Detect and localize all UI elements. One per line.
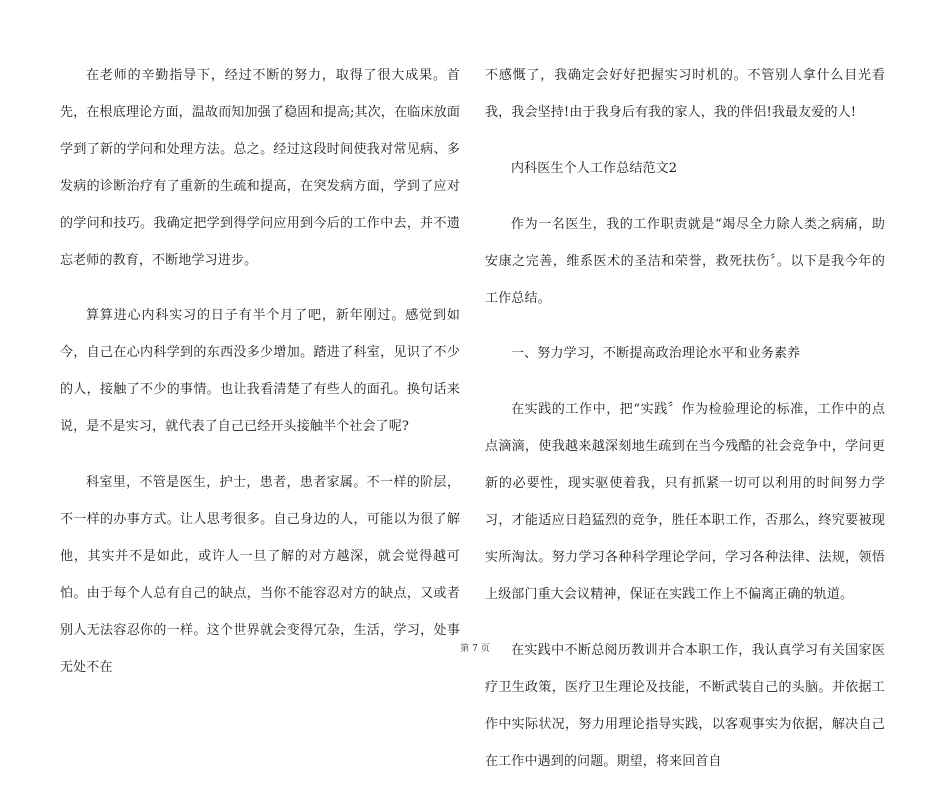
section-title: 内科医生个人工作总结范文2 (511, 160, 678, 176)
paragraph: 科室里，不管是医生，护士，患者，患者家属。不一样的阶层，不一样的办事方式。让人思考很多。自己身边的人，可能以为很了解他，其实并不是如此，或许人一旦了解的对方越深，就会觉得越可怕。由于每个人总有自己的缺点，当你不能容忍对方的缺点，又或者别人无法容忍你的一样。这个世界就会变得冗杂，生活，学习，处事无处不在 (60, 475, 460, 675)
section-heading: 一、努力学习，不断提高政治理论水平和业务素养 (511, 346, 801, 362)
page-number: 第 7 页 (460, 644, 490, 654)
paragraph: 作为一名医生，我的工作职责就是“竭尽全力除人类之病痛，助安康之完善，维系医术的圣洁和荣誉，救死扶伤〞。以下是我今年的工作总结。 (485, 216, 885, 306)
continuation-paragraph: 不感慨了，我确定会好好把握实习时机的。不管别人拿什么目光看我，我会坚持!由于我身后有我的家人，我的伴侣!我最友爱的人! (485, 68, 885, 120)
paragraph: 在老师的辛勤指导下，经过不断的努力，取得了很大成果。首先，在根底理论方面，温故而知加强了稳固和提高;其次，在临床放面学到了新的学问和处理方法。总之。经过这段时间使我对常见病、多发病的诊断治疗有了重新的生疏和提高，在突发病方面，学到了应对的学问和技巧。我确定把学到得学问应用到今后的工作中去，并不遗忘老师的教育，不断地学习进步。 (60, 68, 460, 268)
right-column (485, 58, 885, 799)
paragraph: 在实践中不断总阅历教训并合本职工作，我认真学习有关国家医疗卫生政策，医疗卫生理论及技能，不断武装自己的头脑。并依据工作中实际状况，努力用理论指导实践，以客观事实为依据，解决自己在工作中遇到的问题。期望，将来回首自 (485, 642, 885, 769)
paragraph: 在实践的工作中，把“实践〞作为检验理论的标准，工作中的点点滴滴，使我越来越深刻地生疏到在当今残酷的社会竞争中，学问更新的必要性，现实驱使着我，只有抓紧一切可以利用的时间努力学习，才能适应日趋猛烈的竞争，胜任本职工作，否那么，终究要被现实所淘汰。努力学习各种科学理论学问，学习各种法律、法规，领悟上级部门重大会议精神，保证在实践工作上不偏离正确的轨道。 (485, 402, 885, 602)
paragraph: 算算进心内科实习的日子有半个月了吧，新年刚过。感觉到如今，自己在心内科学到的东西没多少增加。踏进了科室，见识了不少的人，接触了不少的事情。也让我看清楚了有些人的面孔。换句话来说，是不是实习，就代表了自己已经开头接触半个社会了呢? (60, 308, 460, 435)
left-column (60, 58, 460, 706)
